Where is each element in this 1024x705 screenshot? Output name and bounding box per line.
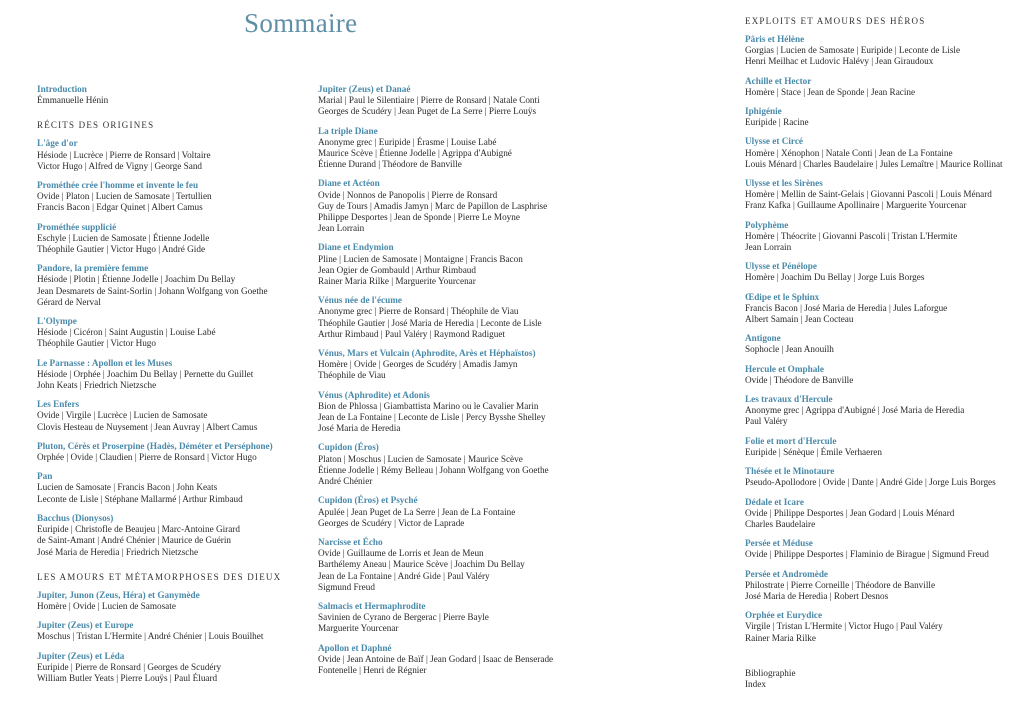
toc-entry-authors: Moschus | Tristan L'Hermite | André Chénier | Louis Bouilhet xyxy=(37,631,264,642)
toc-entry-authors: William Butler Yeats | Pierre Louÿs | Paul Éluard xyxy=(37,672,218,683)
toc-entry[interactable] xyxy=(318,390,608,435)
toc-entry-authors: Ovide | Platon | Lucien de Samosate | Tertullien xyxy=(37,191,212,202)
toc-entry-title[interactable]: Diane et Actéon xyxy=(318,178,380,189)
toc-entry-title[interactable]: Vénus (Aphrodite) et Adonis xyxy=(318,389,430,400)
toc-entry[interactable] xyxy=(37,180,327,214)
toc-entry[interactable] xyxy=(318,348,608,382)
toc-entry-authors: Théophile de Viau xyxy=(318,370,386,381)
toc-entry-authors: Savinien de Cyrano de Bergerac | Pierre Bayle xyxy=(318,612,489,623)
toc-entry-title[interactable]: Les Enfers xyxy=(37,399,80,410)
toc-entry-authors: José Maria de Heredia | Robert Desnos xyxy=(745,590,889,601)
toc-entry-title[interactable]: Dédale et Icare xyxy=(745,496,805,507)
toc-entry-authors: de Saint-Amant | André Chénier | Maurice de Guérin xyxy=(37,535,232,546)
toc-entry-title[interactable]: Vénus, Mars et Vulcain (Aphrodite, Arès et Héphaïstos) xyxy=(318,348,536,359)
toc-entry-title[interactable]: Pandore, la première femme xyxy=(37,263,149,274)
toc-entry-title[interactable]: Ulysse et Pénélope xyxy=(745,261,817,272)
toc-entry-authors: Francis Bacon | Edgar Quinet | Albert Camus xyxy=(37,202,203,213)
toc-entry-authors: Philostrate | Pierre Corneille | Théodore de Banville xyxy=(745,579,936,590)
toc-entry-authors: Marguerite Yourcenar xyxy=(318,623,399,634)
toc-entry[interactable] xyxy=(318,295,608,340)
toc-entry-title[interactable]: Pan xyxy=(37,471,53,482)
toc-entry-authors: Ovide | Théodore de Banville xyxy=(745,374,854,385)
toc-entry-authors: Homère | Joachim Du Bellay | Jorge Luis Borges xyxy=(745,272,925,283)
toc-entry-authors: José Maria de Heredia | Friedrich Nietzsche xyxy=(37,546,199,557)
toc-entry-authors: Rainer Maria Rilke xyxy=(745,632,816,643)
toc-entry-authors: Georges de Scudéry | Victor de Laprade xyxy=(318,517,465,528)
toc-entry[interactable] xyxy=(37,513,327,558)
toc-column-middle xyxy=(318,84,608,684)
toc-entry-authors: Franz Kafka | Guillaume Apollinaire | Marguerite Yourcenar xyxy=(745,200,967,211)
toc-entry-authors: Maurice Scève | Étienne Jodelle | Agrippa d'Aubigné xyxy=(318,148,512,159)
toc-entry-authors: Ovide | Guillaume de Lorris et Jean de Meun xyxy=(318,548,484,559)
toc-entry-title[interactable]: Prométhée supplicié xyxy=(37,221,117,232)
toc-entry[interactable] xyxy=(745,106,1020,128)
toc-entry-authors: Euripide | Sénèque | Émile Verhaeren xyxy=(745,446,882,457)
toc-entry[interactable] xyxy=(745,497,1020,531)
toc-entry[interactable] xyxy=(37,620,327,642)
toc-entry-title[interactable]: Persée et Andromède xyxy=(745,568,829,579)
toc-entry-title[interactable]: Cupidon (Éros) xyxy=(318,442,379,453)
toc-entry-authors: Ovide | Philippe Desportes | Flaminio de Birague | Sigmund Freud xyxy=(745,549,989,560)
toc-entry[interactable] xyxy=(745,34,1020,68)
toc-entry[interactable] xyxy=(318,442,608,487)
toc-entry-authors: Lucien de Samosate | Francis Bacon | John Keats xyxy=(37,482,218,493)
toc-entry[interactable] xyxy=(745,436,1020,458)
toc-entry-authors: Albert Samain | Jean Cocteau xyxy=(745,314,854,325)
toc-entry-authors: Hésiode | Cicéron | Saint Augustin | Louise Labé xyxy=(37,327,216,338)
toc-entry-authors: Clovis Hesteau de Nuysement | Jean Auvray | Albert Camus xyxy=(37,421,258,432)
toc-entry[interactable] xyxy=(318,84,608,118)
toc-entry-authors: Sophocle | Jean Anouilh xyxy=(745,344,834,355)
toc-entry-authors: Georges de Scudéry | Jean Puget de La Serre | Pierre Louÿs xyxy=(318,106,537,117)
section-entries-amours-continued xyxy=(318,84,608,676)
toc-entry[interactable] xyxy=(318,178,608,234)
toc-entry[interactable] xyxy=(37,590,327,612)
toc-entry-authors: Jean Desmarets de Saint-Sorlin | Johann Wolfgang von Goethe xyxy=(37,285,268,296)
toc-entry-authors: Théophile Gautier | Victor Hugo | André Gide xyxy=(37,244,206,255)
section-entries-origines xyxy=(37,138,327,557)
toc-entry-authors: Hésiode | Lucrèce | Pierre de Ronsard | Voltaire xyxy=(37,149,211,160)
toc-entry-authors: Victor Hugo | Alfred de Vigny | George Sand xyxy=(37,160,203,171)
toc-entry-authors: Homère | Xénophon | Natale Conti | Jean de La Fontaine xyxy=(745,147,953,158)
toc-entry-title[interactable]: Salmacis et Hermaphrodite xyxy=(318,600,426,611)
toc-entry-authors: Jean Lorrain xyxy=(745,242,792,253)
toc-entry-authors: Ovide | Jean Antoine de Baïf | Jean Godard | Isaac de Benserade xyxy=(318,653,554,664)
toc-entry-authors: Leconte de Lisle | Stéphane Mallarmé | Arthur Rimbaud xyxy=(37,493,243,504)
toc-entry-title[interactable]: Polyphème xyxy=(745,219,789,230)
back-matter xyxy=(745,668,1020,690)
toc-entry[interactable] xyxy=(37,358,327,392)
toc-entry-authors: Ovide | Nonnos de Panopolis | Pierre de Ronsard xyxy=(318,189,498,200)
toc-entry[interactable] xyxy=(745,136,1020,170)
toc-entry-authors: Jean de La Fontaine | Leconte de Lisle | Percy Bysshe Shelley xyxy=(318,412,546,423)
toc-entry-authors: Sigmund Freud xyxy=(318,581,375,592)
toc-entry-authors: Pseudo-Apollodore | Ovide | Dante | André Gide | Jorge Luis Borges xyxy=(745,477,996,488)
toc-entry-title[interactable]: Les travaux d'Hercule xyxy=(745,394,833,405)
toc-entry[interactable] xyxy=(745,220,1020,254)
toc-entry-authors: Orphée | Ovide | Claudien | Pierre de Ronsard | Victor Hugo xyxy=(37,452,257,463)
toc-entry-authors: Charles Baudelaire xyxy=(745,518,816,529)
toc-entry-title[interactable]: Vénus née de l'écume xyxy=(318,295,402,306)
toc-entry-authors: Anonyme grec | Agrippa d'Aubigné | José Maria de Heredia xyxy=(745,405,965,416)
toc-entry[interactable] xyxy=(745,292,1020,326)
toc-entry-authors: Ovide | Philippe Desportes | Jean Godard | Louis Ménard xyxy=(745,507,955,518)
toc-entry[interactable] xyxy=(745,178,1020,212)
toc-entry-title[interactable]: Achille et Hector xyxy=(745,75,812,86)
toc-entry-title[interactable]: Œdipe et le Sphinx xyxy=(745,291,820,302)
toc-entry[interactable] xyxy=(745,569,1020,603)
toc-entry-title[interactable]: Diane et Endymion xyxy=(318,242,394,253)
toc-entry-title[interactable]: Introduction xyxy=(37,84,87,94)
toc-entry-authors: Platon | Moschus | Lucien de Samosate | Maurice Scève xyxy=(318,453,523,464)
toc-entry[interactable] xyxy=(318,537,608,593)
toc-entry-title[interactable]: Antigone xyxy=(745,333,781,344)
toc-entry-authors: Homère | Mellin de Saint-Gelais | Giovanni Pascoli | Louis Ménard xyxy=(745,189,992,200)
toc-entry-authors: Gorgias | Lucien de Samosate | Euripide | Leconte de Lisle xyxy=(745,45,961,56)
toc-entry-title[interactable]: Bacchus (Dionysos) xyxy=(37,512,114,523)
toc-entry-authors: Théophile Gautier | José Maria de Heredia | Leconte de Lisle xyxy=(318,317,542,328)
toc-entry-authors: Fontenelle | Henri de Régnier xyxy=(318,664,427,675)
toc-entry-authors: Francis Bacon | José Maria de Heredia | Jules Laforgue xyxy=(745,302,948,313)
toc-entry-title[interactable]: Folie et mort d'Hercule xyxy=(745,435,837,446)
toc-entry[interactable] xyxy=(37,651,327,685)
toc-entry-authors: Anonyme grec | Euripide | Érasme | Louise Labé xyxy=(318,136,497,147)
toc-entry-authors: Étienne Durand | Théodore de Banville xyxy=(318,159,462,170)
section-entries-amours xyxy=(37,590,327,684)
toc-entry[interactable] xyxy=(745,538,1020,560)
section-heading-origines: RÉCITS DES ORIGINES xyxy=(37,120,155,131)
toc-entry-authors: Homère | Théocrite | Giovanni Pascoli | Tristan L'Hermite xyxy=(745,230,958,241)
toc-bibliographie[interactable]: Bibliographie xyxy=(745,667,796,678)
toc-entry-authors: Jean de La Fontaine | André Gide | Paul Valéry xyxy=(318,570,490,581)
toc-entry-title[interactable]: Thésée et le Minotaure xyxy=(745,466,835,477)
section-heading-heros: EXPLOITS ET AMOURS DES HÉROS xyxy=(745,16,926,26)
toc-entry-authors: Homère | Ovide | Lucien de Samosate xyxy=(37,600,176,611)
toc-entry-authors: Euripide | Racine xyxy=(745,117,809,128)
toc-entry-authors: Ovide | Virgile | Lucrèce | Lucien de Samosate xyxy=(37,410,208,421)
toc-entry[interactable] xyxy=(745,394,1020,428)
section-heading-amours: LES AMOURS ET MÉTAMORPHOSES DES DIEUX xyxy=(37,571,282,582)
toc-entry[interactable] xyxy=(37,138,327,172)
toc-entry-title[interactable]: La triple Diane xyxy=(318,125,378,136)
toc-entry-authors: Virgile | Tristan L'Hermite | Victor Hugo | Paul Valéry xyxy=(745,621,943,632)
toc-entry[interactable] xyxy=(37,222,327,256)
toc-entry[interactable] xyxy=(745,76,1020,98)
toc-entry-introduction[interactable] xyxy=(37,84,327,106)
toc-entry[interactable] xyxy=(37,441,327,463)
toc-entry[interactable] xyxy=(318,643,608,677)
toc-entry-title[interactable]: Le Parnasse : Apollon et les Muses xyxy=(37,357,173,368)
toc-entry-authors: Rainer Maria Rilke | Marguerite Yourcenar xyxy=(318,276,476,287)
toc-entry-title[interactable]: Apollon et Daphné xyxy=(318,642,392,653)
toc-entry-authors: Eschyle | Lucien de Samosate | Étienne Jodelle xyxy=(37,232,210,243)
section-entries-heros xyxy=(745,34,1020,644)
toc-entry-title[interactable]: Hercule et Omphale xyxy=(745,363,824,374)
toc-entry-authors: Euripide | Christofle de Beaujeu | Marc-Antoine Girard xyxy=(37,524,240,535)
toc-entry[interactable] xyxy=(318,601,608,635)
toc-entry-authors: John Keats | Friedrich Nietzsche xyxy=(37,380,157,391)
toc-entry-authors: Anonyme grec | Pierre de Ronsard | Théophile de Viau xyxy=(318,306,519,317)
toc-entry-title[interactable]: Jupiter (Zeus) et Danaé xyxy=(318,84,411,94)
toc-entry-authors: Théophile Gautier | Victor Hugo xyxy=(37,338,156,349)
page-title: Sommaire xyxy=(244,8,358,38)
toc-entry[interactable] xyxy=(745,364,1020,386)
toc-entry-title[interactable]: Jupiter (Zeus) et Europe xyxy=(37,620,134,631)
toc-entry-title[interactable]: Pâris et Hélène xyxy=(745,34,805,44)
toc-entry[interactable] xyxy=(318,126,608,171)
toc-column-left xyxy=(37,84,327,692)
toc-entry-authors: Homère | Stace | Jean de Sponde | Jean Racine xyxy=(745,86,916,97)
toc-entry-title[interactable]: Pluton, Cérès et Proserpine (Hadès, Déméter et Perséphone) xyxy=(37,440,273,451)
toc-entry[interactable] xyxy=(745,333,1020,355)
toc-entry-authors: Émmanuelle Hénin xyxy=(37,95,109,106)
toc-entry[interactable] xyxy=(318,495,608,529)
toc-entry-title[interactable]: Jupiter, Junon (Zeus, Héra) et Ganymède xyxy=(37,589,200,600)
toc-entry-authors: Bion de Phlossa | Giambattista Marino ou le Cavalier Marin xyxy=(318,400,539,411)
toc-entry-authors: Jean Lorrain xyxy=(318,223,365,234)
toc-entry[interactable] xyxy=(745,610,1020,644)
toc-entry-authors: Jean Ogier de Gombauld | Arthur Rimbaud xyxy=(318,264,476,275)
toc-entry-authors: Étienne Jodelle | Rémy Belleau | Johann Wolfgang von Goethe xyxy=(318,464,549,475)
toc-entry-authors: Hésiode | Plotin | Étienne Jodelle | Joachim Du Bellay xyxy=(37,274,236,285)
toc-entry-authors: José Maria de Heredia xyxy=(318,423,401,434)
toc-entry-authors: Guy de Tours | Amadis Jamyn | Marc de Papillon de Lasphrise xyxy=(318,200,548,211)
toc-entry[interactable] xyxy=(745,466,1020,488)
toc-entry-title[interactable]: Iphigénie xyxy=(745,106,782,117)
toc-entry-title[interactable]: L'Olympe xyxy=(37,316,77,327)
toc-entry-title[interactable]: Persée et Méduse xyxy=(745,538,813,549)
toc-index[interactable]: Index xyxy=(745,678,766,689)
toc-entry-title[interactable]: Cupidon (Éros) et Psyché xyxy=(318,495,418,506)
toc-entry-authors: Louis Ménard | Charles Baudelaire | Jules Lemaître | Maurice Rollinat xyxy=(745,158,1003,169)
toc-entry-authors: Euripide | Pierre de Ronsard | Georges de Scudéry xyxy=(37,661,222,672)
toc-entry-authors: Apulée | Jean Puget de La Serre | Jean de La Fontaine xyxy=(318,506,516,517)
toc-entry-title[interactable]: Narcisse et Écho xyxy=(318,536,383,547)
toc-column-right xyxy=(745,14,1020,690)
toc-entry-title[interactable]: Prométhée crée l'homme et invente le feu xyxy=(37,180,199,191)
toc-entry-authors: Philippe Desportes | Jean de Sponde | Pierre Le Moyne xyxy=(318,212,520,223)
toc-entry-authors: André Chénier xyxy=(318,476,373,487)
toc-entry-authors: Homère | Ovide | Georges de Scudéry | Amadis Jamyn xyxy=(318,359,518,370)
toc-entry-authors: Hésiode | Orphée | Joachim Du Bellay | Pernette du Guillet xyxy=(37,368,254,379)
toc-entry-authors: Henri Meilhac et Ludovic Halévy | Jean Giraudoux xyxy=(745,56,934,67)
toc-entry-authors: Pline | Lucien de Samosate | Montaigne | Francis Bacon xyxy=(318,253,523,264)
toc-entry[interactable] xyxy=(37,316,327,350)
toc-entry-title[interactable]: Ulysse et les Sirènes xyxy=(745,178,823,189)
toc-entry-authors: Marial | Paul le Silentiaire | Pierre de Ronsard | Natale Conti xyxy=(318,95,540,106)
toc-entry[interactable] xyxy=(745,261,1020,283)
toc-entry-authors: Paul Valéry xyxy=(745,416,788,427)
toc-entry-authors: Barthélemy Aneau | Maurice Scève | Joachim Du Bellay xyxy=(318,559,525,570)
toc-entry-title[interactable]: L'âge d'or xyxy=(37,138,78,149)
toc-entry-authors: Gérard de Nerval xyxy=(37,296,101,307)
toc-entry-title[interactable]: Orphée et Eurydice xyxy=(745,610,823,621)
toc-entry[interactable] xyxy=(37,263,327,308)
toc-entry[interactable] xyxy=(37,399,327,433)
toc-entry-title[interactable]: Jupiter (Zeus) et Léda xyxy=(37,650,125,661)
toc-entry[interactable] xyxy=(37,471,327,505)
toc-entry-authors: Arthur Rimbaud | Paul Valéry | Raymond Radiguet xyxy=(318,328,505,339)
toc-entry[interactable] xyxy=(318,242,608,287)
toc-entry-title[interactable]: Ulysse et Circé xyxy=(745,136,803,147)
